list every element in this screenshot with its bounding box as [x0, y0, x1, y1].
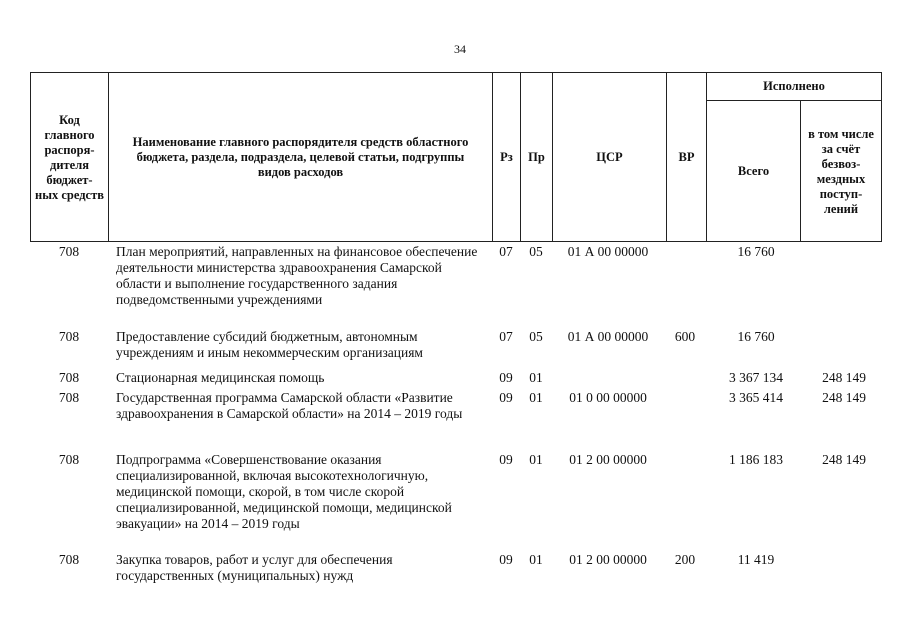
cell-csr: 01 А 00 00000 — [567, 244, 649, 259]
cell-rz: 09 — [499, 552, 513, 567]
cell-pr: 05 — [529, 329, 543, 344]
cell-pr: 01 — [529, 552, 543, 567]
cell-rz: 07 — [499, 329, 513, 344]
cell-total: 11 419 — [737, 552, 775, 567]
cell-total: 3 367 134 — [729, 370, 783, 385]
cell-pr: 01 — [529, 390, 543, 405]
header-total: Всего — [706, 100, 800, 242]
cell-pr: 05 — [529, 244, 543, 259]
cell-name: Подпрограмма «Совершенствование оказания специализированной, включая высокотехнологичную, медицинской помощи, скорой, в том числе скорой специализированной, медицинской помощи, медицинской эвакуации» на 2014 – 2019 годы — [116, 452, 452, 531]
cell-code: 708 — [58, 452, 80, 467]
header-bottom-border — [30, 241, 882, 242]
cell-free: 248 149 — [822, 390, 866, 405]
cell-rz: 07 — [499, 244, 513, 259]
cell-csr: 01 А 00 00000 — [567, 329, 649, 344]
cell-code: 708 — [58, 244, 80, 259]
cell-total: 16 760 — [737, 244, 775, 259]
cell-total: 1 186 183 — [729, 452, 783, 467]
cell-pr: 01 — [529, 370, 543, 385]
cell-csr: 01 2 00 00000 — [569, 552, 647, 567]
cell-total: 16 760 — [737, 329, 775, 344]
cell-name: Стационарная медицинская помощь — [116, 370, 325, 385]
cell-name: Закупка товаров, работ и услуг для обеспечения государственных (муниципальных) нужд — [116, 552, 393, 583]
cell-vr: 600 — [674, 329, 696, 344]
cell-name: План мероприятий, направленных на финансовое обеспечение деятельности министерства здравоохранения Самарской области и выполнение государственного задания подведомственными учреждениями — [116, 244, 478, 307]
cell-vr: 200 — [674, 552, 696, 567]
header-rz: Рз — [492, 72, 520, 242]
cell-code: 708 — [58, 329, 80, 344]
header-executed: Исполнено — [706, 72, 882, 100]
cell-code: 708 — [58, 370, 80, 385]
header-csr: ЦСР — [552, 72, 666, 242]
cell-free: 248 149 — [822, 370, 866, 385]
cell-csr: 01 0 00 00000 — [569, 390, 647, 405]
cell-rz: 09 — [499, 452, 513, 467]
header-vr: ВР — [666, 72, 706, 242]
header-name: Наименование главного распорядителя средств областного бюджета, раздела, подраздела, целевой статьи, подгруппы видов расходов — [108, 72, 492, 242]
cell-total: 3 365 414 — [729, 390, 783, 405]
cell-name: Предоставление субсидий бюджетным, автономным учреждениям и иным некоммерческим организациям — [116, 329, 423, 360]
cell-free: 248 149 — [822, 452, 866, 467]
cell-code: 708 — [58, 390, 80, 405]
cell-code: 708 — [58, 552, 80, 567]
cell-name: Государственная программа Самарской области «Развитие здравоохранения в Самарской области» на 2014 – 2019 годы — [116, 390, 463, 421]
page-number: 34 — [454, 42, 466, 56]
cell-pr: 01 — [529, 452, 543, 467]
header-code: Код главного распоря-дителя бюджет-ных средств — [30, 72, 108, 242]
cell-rz: 09 — [499, 390, 513, 405]
header-pr: Пр — [520, 72, 552, 242]
cell-rz: 09 — [499, 370, 513, 385]
cell-csr: 01 2 00 00000 — [569, 452, 647, 467]
header-free: в том числе за счёт безвоз-мездных поступ-лений — [800, 100, 882, 242]
